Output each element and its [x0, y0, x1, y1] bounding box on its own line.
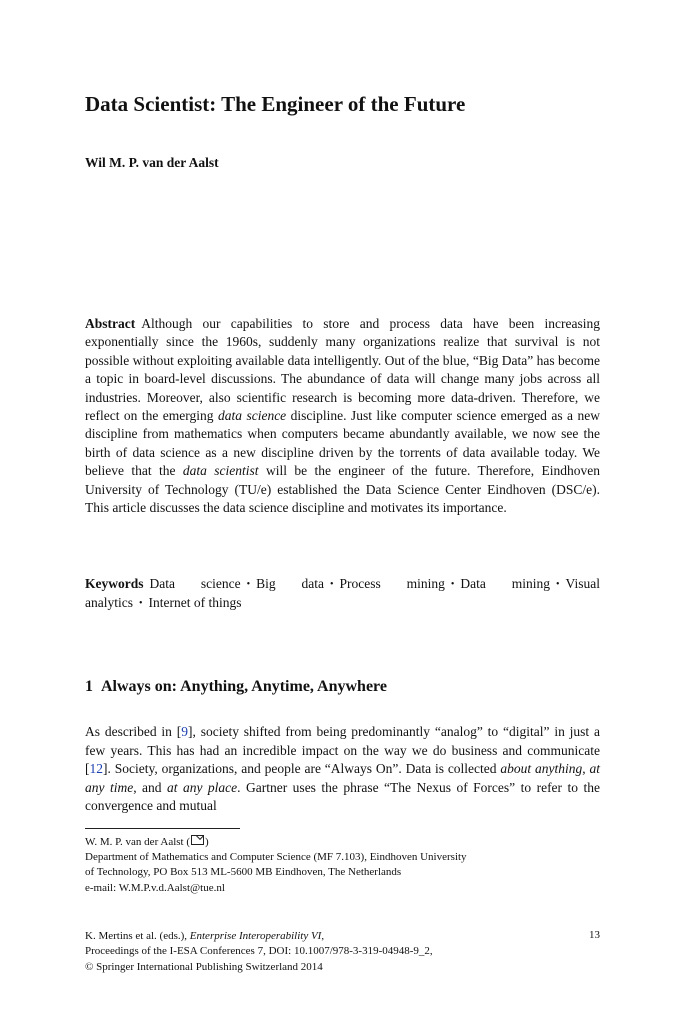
- publication-editors: K. Mertins et al. (eds.),: [85, 930, 190, 942]
- body-text: ]. Society, organizations, and people are “Always On”. Data is collected: [103, 761, 501, 777]
- copyright-line: © Springer International Publishing Switzerland 2014: [85, 960, 323, 973]
- footnote-author-line: [85, 835, 600, 850]
- abstract-emphasis: data scientist: [182, 463, 259, 479]
- keyword: Data science: [149, 576, 241, 591]
- keywords: [85, 575, 600, 614]
- publication-line-1: [85, 929, 600, 944]
- body-text: ], society shifted from being predominantly “analog” to “digital” in just a few years. This has had an incredible impact on the way we do business and communicate [: [85, 724, 600, 777]
- publication-info: [85, 929, 600, 975]
- section-heading: [85, 678, 387, 696]
- publication-doi-line: Proceedings of the I-ESA Conferences 7, DOI: 10.1007/978-3-319-04948-9_2,: [85, 945, 433, 958]
- page-number: 13: [589, 929, 600, 941]
- abstract-emphasis: data science: [218, 408, 287, 424]
- envelope-icon: [191, 835, 204, 845]
- footnote-author-close: ): [205, 836, 209, 848]
- footnote-affiliation: Department of Mathematics and Computer Science (MF 7.103), Eindhoven University: [85, 851, 467, 864]
- keyword-separator: •: [556, 579, 560, 590]
- body-emphasis: at any time: [85, 761, 600, 795]
- body-text: ,: [582, 761, 590, 777]
- abstract-text: discipline. Just like computer science emerged as a new discipline from mathematics when computers became abundantly available, we now see the birth of data science as a new discipline driven by the torrents of data available today. We believe that the: [85, 408, 600, 479]
- body-emphasis: at any place: [167, 779, 238, 795]
- footnote-author: W. M. P. van der Aalst (: [85, 836, 191, 848]
- keyword: Process mining: [339, 576, 445, 591]
- paper-page: [85, 0, 600, 1036]
- keyword-separator: •: [329, 579, 334, 590]
- body-emphasis: about anything: [500, 761, 583, 777]
- author-name: Wil M. P. van der Aalst: [85, 155, 219, 170]
- section-number: 1: [85, 678, 93, 695]
- paper-title: Data Scientist: The Engineer of the Future: [85, 92, 466, 116]
- keyword: Internet of things: [148, 595, 242, 611]
- keyword: Big data: [256, 576, 324, 591]
- keyword-separator: •: [450, 579, 455, 590]
- footnote-email: e-mail: W.M.P.v.d.Aalst@tue.nl: [85, 881, 225, 894]
- publication-comma: ,: [321, 930, 325, 942]
- keyword-separator: •: [246, 579, 251, 590]
- abstract-text: will be the engineer of the future. Therefore, Eindhoven University of Technology (TU/e) established the Data Science Center Eindhoven (DSC/e). This article discusses the data science discipline and motivates its importance.: [85, 463, 600, 516]
- publication-book-title: Enterprise Interoperability VI: [189, 930, 322, 942]
- keyword: Data mining: [460, 576, 551, 591]
- section-title: Always on: Anything, Anytime, Anywhere: [101, 678, 387, 695]
- author-footnote: [85, 835, 600, 896]
- citation-link[interactable]: 12: [89, 761, 103, 777]
- body-text: , and: [133, 779, 167, 795]
- citation-link[interactable]: 9: [181, 724, 188, 739]
- body-text: As described in [: [85, 724, 182, 739]
- section-body: [85, 723, 600, 816]
- keyword-separator: •: [138, 598, 143, 610]
- body-text: . Gartner uses the phrase “The Nexus of Forces” to refer to the convergence and mutual: [85, 779, 600, 814]
- abstract-text: Although our capabilities to store and process data have been increasing exponentially since the 1960s, suddenly many organizations realize that survival is not possible without exploiting available data intelligently. Out of the blue, “Big Data” has become a topic in board-level discussions. The abundance of data will change many jobs across all industries. Moreover, also scientific research is becoming more data-driven. Therefore, we reflect on the emerging: [85, 316, 600, 424]
- footnote-address: of Technology, PO Box 513 ML-5600 MB Eindhoven, The Netherlands: [85, 866, 402, 879]
- abstract: [85, 315, 600, 517]
- keywords-label: Keywords: [85, 576, 144, 591]
- footnote-divider: [85, 828, 240, 829]
- abstract-label: Abstract: [85, 316, 136, 331]
- keyword: Visual analytics: [85, 576, 600, 611]
